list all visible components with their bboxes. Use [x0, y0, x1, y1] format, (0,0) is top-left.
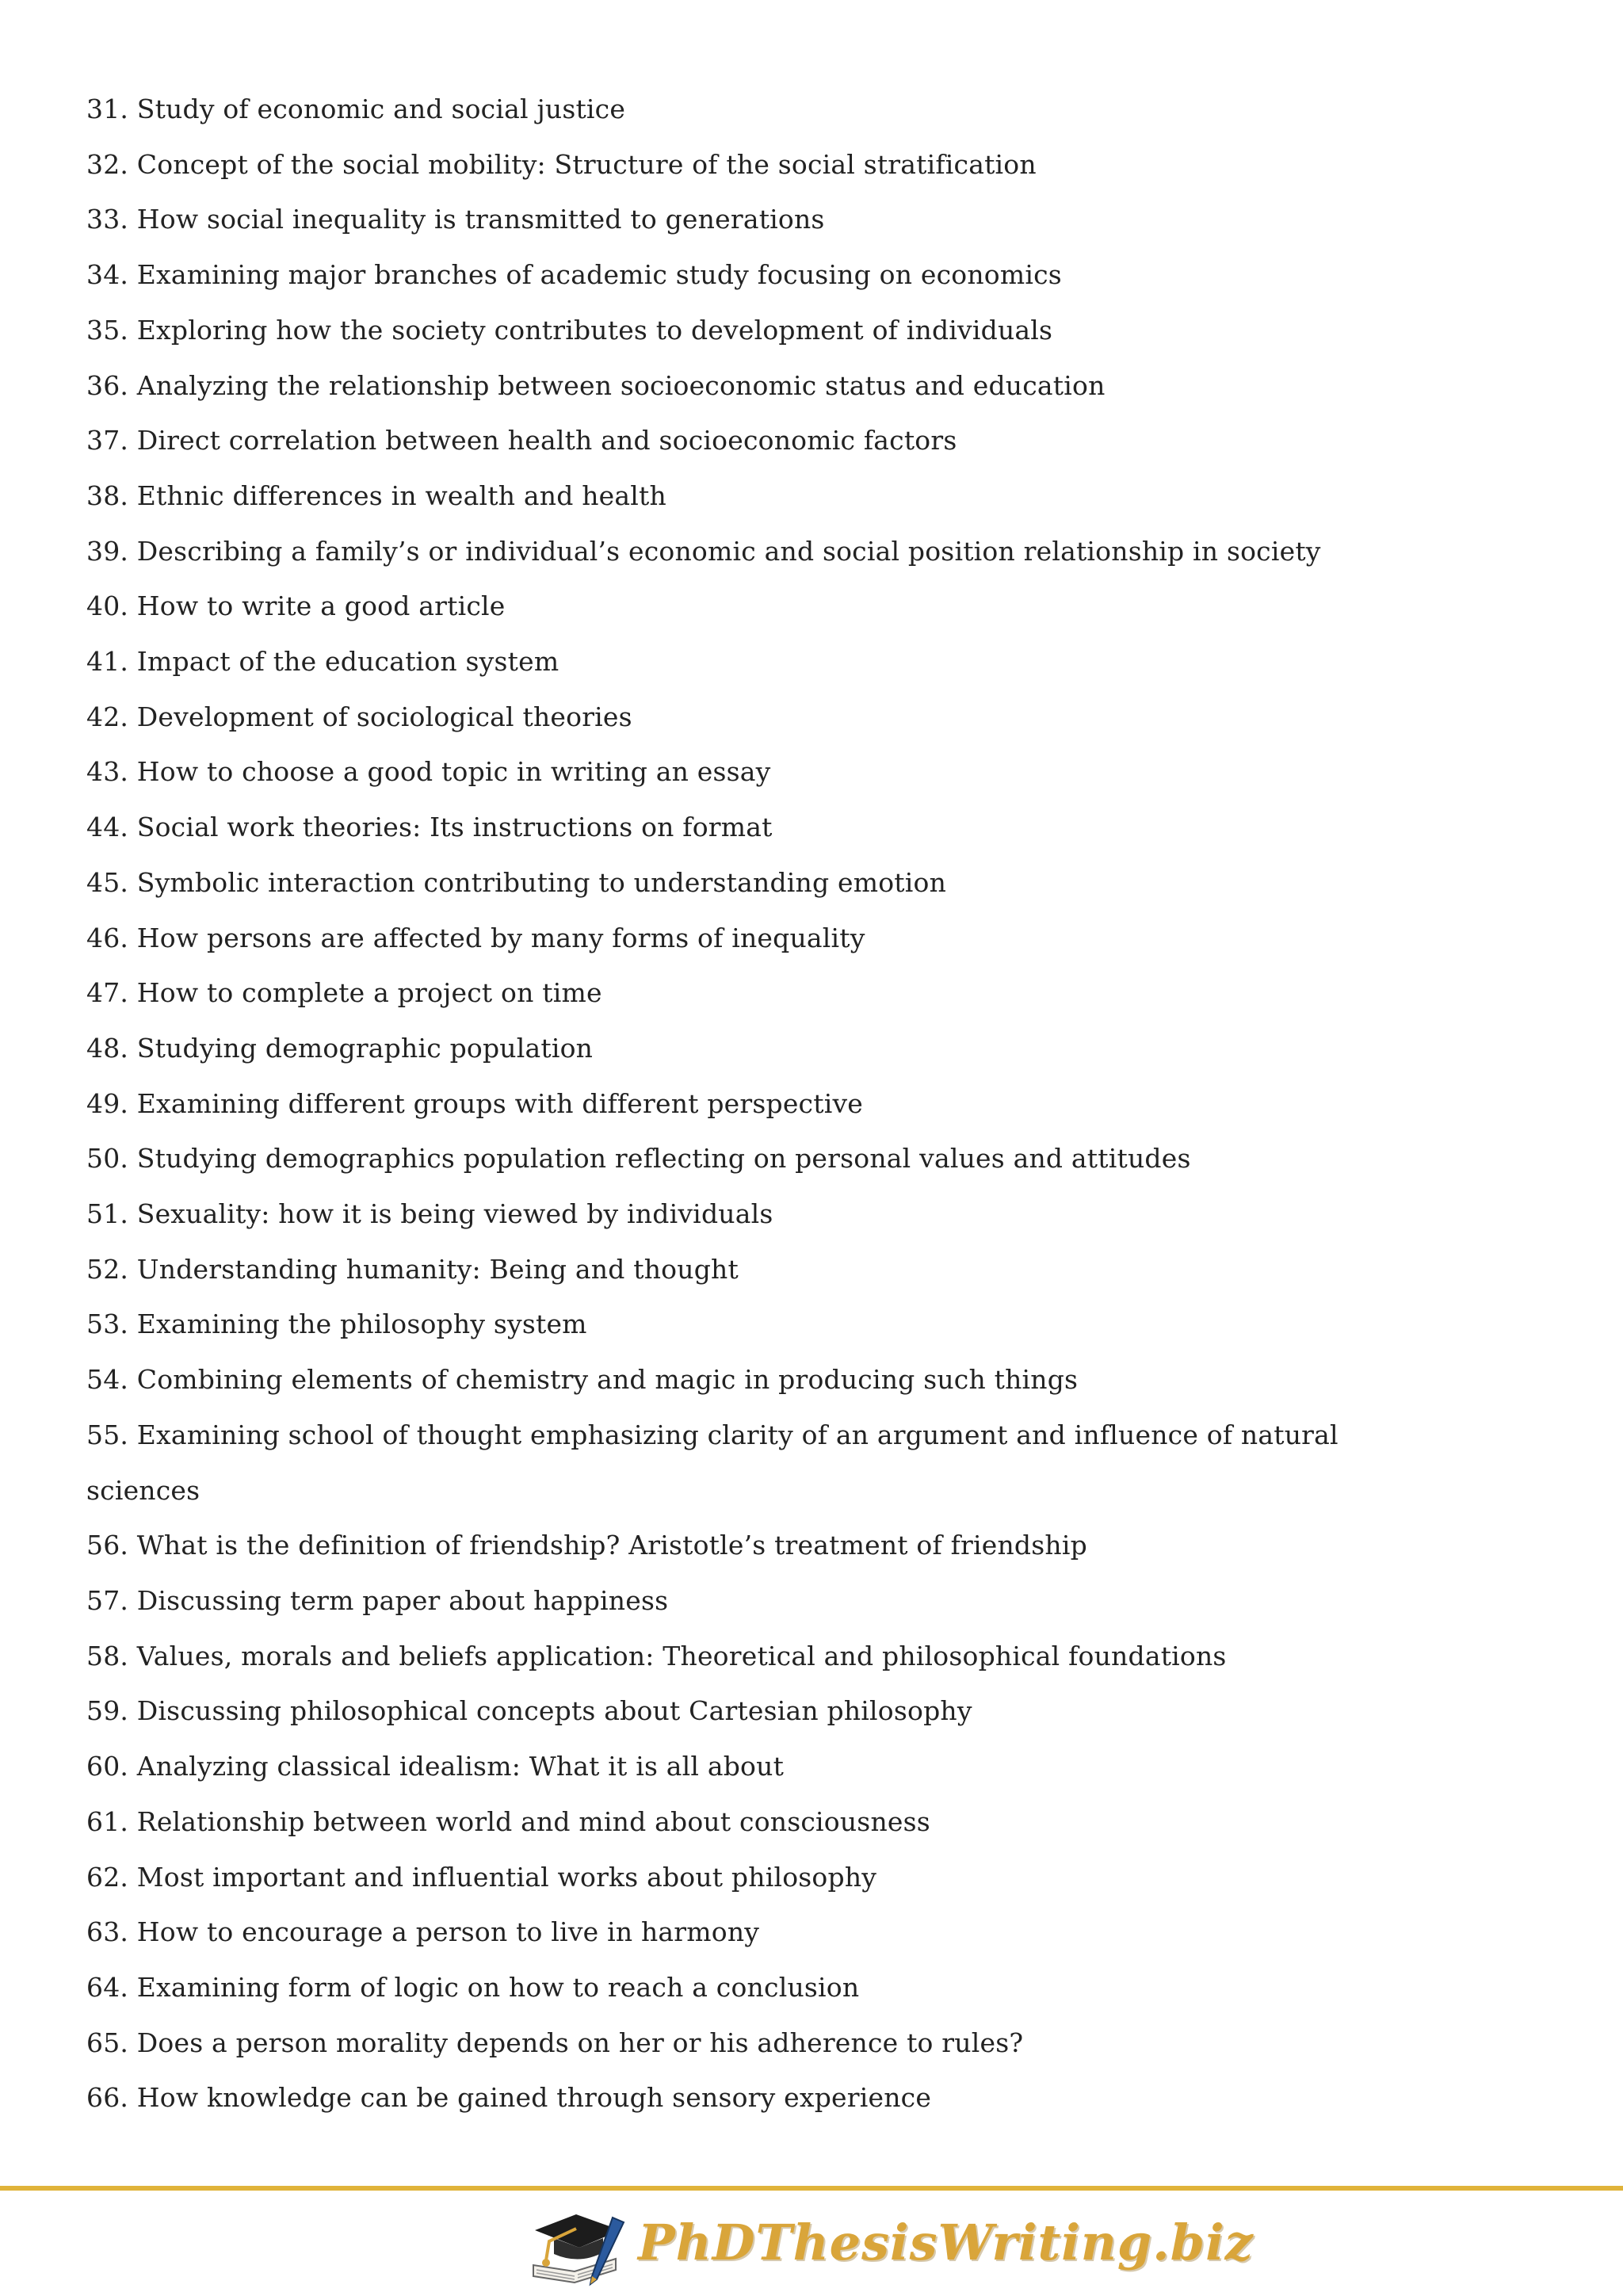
footer-divider [0, 2186, 1623, 2191]
list-item: 59. Discussing philosophical concepts about Cartesian philosophy [86, 1695, 972, 1727]
list-item: 54. Combining elements of chemistry and magic in producing such things [86, 1364, 1079, 1396]
list-item: 49. Examining different groups with different perspective [86, 1087, 864, 1119]
list-item: 53. Examining the philosophy system [86, 1308, 587, 1340]
list-item: 48. Studying demographic population [86, 1032, 594, 1064]
footer-logo [519, 2203, 1254, 2290]
list-item: 61. Relationship between world and mind about consciousness [86, 1805, 930, 1837]
list-item: 40. How to write a good article [86, 590, 506, 622]
logo-wordmark: PhDThesisWriting.biz [638, 2214, 1254, 2271]
list-item: 47. How to complete a project on time [86, 977, 602, 1009]
list-item: 45. Symbolic interaction contributing to understanding emotion [86, 866, 947, 898]
list-item: 32. Concept of the social mobility: Structure of the social stratification [86, 148, 1037, 180]
list-item: 62. Most important and influential works about philosophy [86, 1861, 877, 1893]
list-item: 57. Discussing term paper about happiness [86, 1584, 669, 1616]
list-item: 35. Exploring how the society contributes to development of individuals [86, 314, 1053, 346]
list-item: 46. How persons are affected by many forms of inequality [86, 922, 865, 953]
topic-list [86, 82, 1386, 2126]
list-item: 56. What is the definition of friendship? Aristotle’s treatment of friendship [86, 1530, 1087, 1561]
list-item: 55. Examining school of thought emphasizing clarity of an argument and influence of natural sciences [86, 1419, 1338, 1506]
list-item: 43. How to choose a good topic in writing an essay [86, 756, 771, 788]
list-item: 41. Impact of the education system [86, 646, 559, 678]
list-item: 36. Analyzing the relationship between socioeconomic status and education [86, 369, 1106, 401]
list-item: 58. Values, morals and beliefs application: Theoretical and philosophical foundations [86, 1640, 1227, 1671]
list-item: 34. Examining major branches of academic study focusing on economics [86, 259, 1062, 291]
list-item: 42. Development of sociological theories [86, 701, 632, 732]
list-item: 33. How social inequality is transmitted to generations [86, 204, 825, 235]
list-item: 38. Ethnic differences in wealth and health [86, 479, 666, 511]
list-item: 60. Analyzing classical idealism: What it is all about [86, 1751, 785, 1782]
list-item: 37. Direct correlation between health and socioeconomic factors [86, 425, 957, 457]
list-item: 65. Does a person morality depends on her or his adherence to rules? [86, 2027, 1024, 2058]
graduation-cap-pen-icon [519, 2203, 638, 2290]
list-item: 64. Examining form of logic on how to reach a conclusion [86, 1971, 860, 2003]
list-item: 63. How to encourage a person to live in harmony [86, 1916, 760, 1948]
list-item: 39. Describing a family’s or individual’s economic and social position relationship in society [86, 535, 1321, 567]
list-item: 66. How knowledge can be gained through sensory experience [86, 2082, 932, 2114]
list-item: 31. Study of economic and social justice [86, 94, 626, 124]
list-item: 44. Social work theories: Its instructions on format [86, 812, 773, 843]
list-item: 52. Understanding humanity: Being and thought [86, 1253, 739, 1285]
list-item: 50. Studying demographics population reflecting on personal values and attitudes [86, 1143, 1191, 1175]
list-item: 51. Sexuality: how it is being viewed by individuals [86, 1198, 773, 1230]
